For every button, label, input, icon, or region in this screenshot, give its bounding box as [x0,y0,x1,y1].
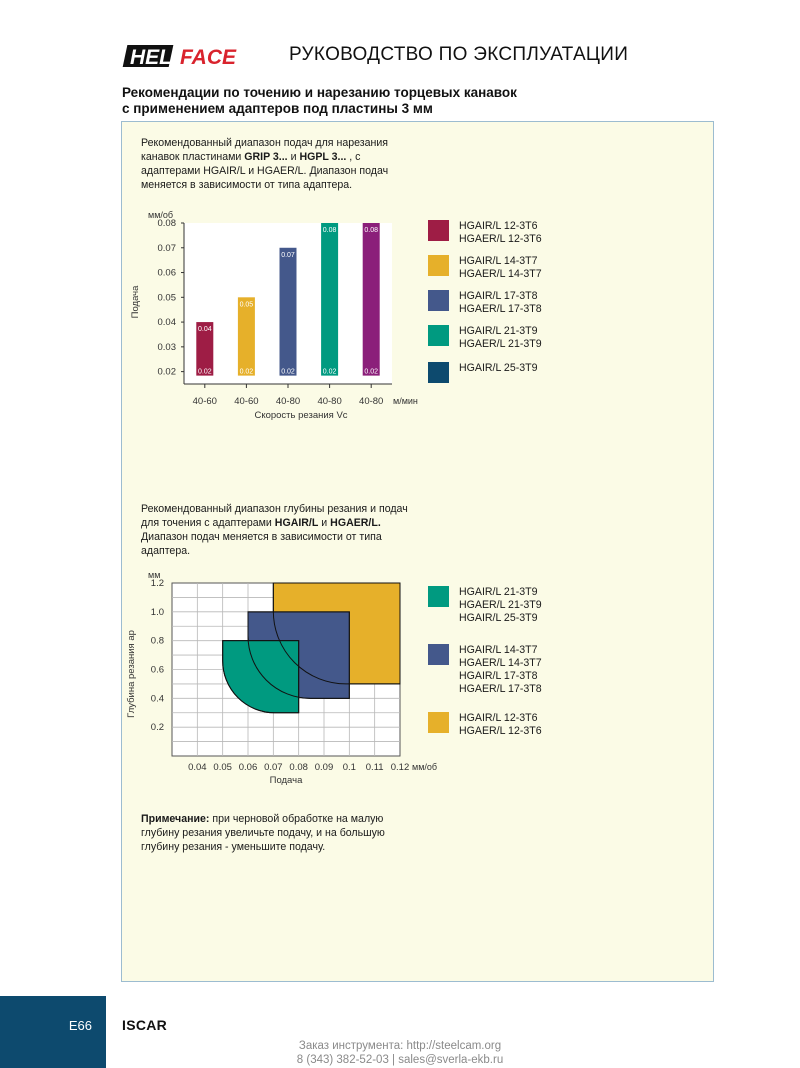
x-tick-label: 40-80 [275,396,301,407]
note-paragraph: Примечание: при черновой обработке на малую глубину резания увеличьте подачу, и на большую глубину резания - уменьшите подачу. [141,813,385,853]
legend-label-line: HGAIR/L 21-3T9 [459,586,538,598]
bar-max-label: 0.08 [322,227,337,234]
y-tick-label: 0.6 [150,664,164,676]
legend-item [428,290,542,316]
legend-item [428,255,542,281]
legend-swatch [428,362,449,383]
y-unit-label: мм/об [148,210,174,220]
header-title: РУКОВОДСТВО ПО ЭКСПЛУАТАЦИИ [289,44,629,65]
y-tick-label: 1.2 [150,578,164,589]
bar-max-label: 0.04 [197,326,212,334]
depth-range-paragraph: Рекомендованный диапазон глубины резания и подач для точения с адаптерами HGAIR/L и HGAER/L. Диапазон подач меняется в зависимости от типа адаптера. [141,503,408,557]
legend-item [428,644,542,696]
legend-swatch [428,644,449,665]
x-tick-label: 40-80 [359,396,384,407]
page-number: E66 [68,1018,92,1033]
legend-item [428,586,542,625]
legend-swatch [428,290,449,311]
x-axis-label: Скорость резания Vc [254,410,348,421]
bar-max-label: 0.08 [364,227,379,234]
x-tick-label: 0.04 [188,762,207,773]
feed-bar [321,223,338,376]
legend-label-line: HGAIR/L 17-3T8 [459,670,538,682]
legend-swatch [428,220,449,241]
y-tick-label: 0.05 [157,292,176,304]
bar-max-label: 0.07 [281,251,295,259]
feed-bar [280,248,297,376]
legend-swatch [428,586,449,607]
feed-bar-chart [122,200,422,440]
bar-min-label: 0.02 [239,368,254,376]
feed-bar [238,297,255,375]
x-tick-label: 40-80 [317,396,342,407]
x-tick-label: 0.12 [390,762,410,773]
legend-label [459,290,542,316]
y-axis-label: Подача [130,285,141,319]
x-tick-label: 40-60 [192,396,217,407]
x-unit-label: мм/об [412,762,438,772]
section-title-line2: с применением адаптеров под пластины 3 мм [122,101,433,116]
legend-swatch [428,325,449,346]
y-tick-label: 0.2 [150,722,164,734]
brand-name: ISCAR [122,1017,168,1033]
feed-bar [363,223,380,376]
bar-min-label: 0.02 [322,368,337,376]
y-unit-label: мм [148,570,161,580]
x-unit-label: м/мин [393,396,418,406]
legend-label [459,325,542,351]
legend-item [428,325,542,351]
legend-label-line: HGAIR/L 12-3T6 [459,220,538,232]
legend-label-line: HGAIR/L 14-3T7 [459,644,538,656]
legend-swatch [428,712,449,733]
legend-label [459,586,542,625]
legend-swatch [428,255,449,276]
legend-label-line: HGAIR/L 21-3T9 [459,325,538,337]
section-title [122,85,517,117]
bar-min-label: 0.02 [197,368,212,376]
x-tick-label: 0.09 [314,762,334,773]
legend-item [428,712,542,738]
legend-label-line: HGAIR/L 17-3T8 [459,290,538,302]
x-tick-label: 0.05 [213,762,232,773]
y-axis-label: Глубина резания ар [126,630,137,718]
y-tick-label: 1.0 [150,606,164,618]
legend-label [459,255,542,281]
legend-label-line: HGAER/L 21-3T9 [459,338,542,350]
legend-label [459,712,542,738]
legend-label-line: HGAIR/L 25-3T9 [459,612,538,624]
y-tick-label: 0.4 [150,693,164,705]
x-tick-label: 0.08 [289,762,308,773]
feed-range-paragraph: Рекомендованный диапазон подач для нарезания канавок пластинами GRIP 3... и HGPL 3... , с адаптерами HGAIR/L и HGAER/L. Диапазон подач меняется в зависимости от типа адаптера. [141,137,389,191]
x-tick-label: 0.11 [365,762,384,773]
order-link-line: Заказ инструмента: http://steelcam.org [298,1040,502,1052]
legend-label-line: HGAER/L 17-3T8 [459,303,542,315]
legend-label [459,644,542,696]
logo-heli: HELI [130,46,178,69]
y-tick-label: 0.04 [157,317,176,329]
legend-label-line: HGAER/L 12-3T6 [459,233,542,245]
bar-min-label: 0.02 [281,368,295,376]
section-title-line1: Рекомендации по точению и нарезанию торцевых канавок [122,85,517,100]
legend-label [459,220,542,246]
x-tick-label: 0.1 [342,762,356,773]
order-contacts-line: 8 (343) 382-52-03 | sales@sverla-ekb.ru [296,1054,504,1066]
depth-feed-chart [122,568,452,788]
y-tick-label: 0.08 [157,218,176,229]
bar-min-label: 0.02 [364,368,379,376]
legend-label [459,362,538,375]
x-tick-label: 0.07 [264,762,283,773]
legend-label-line: HGAIR/L 14-3T7 [459,255,538,267]
y-tick-label: 0.06 [157,267,176,279]
legend-item [428,362,538,383]
legend-label-line: HGAER/L 17-3T8 [459,683,542,695]
legend-label-line: HGAIR/L 25-3T9 [459,362,538,374]
x-tick-label: 0.06 [238,762,258,773]
logo-face: FACE [180,46,237,69]
legend-item [428,220,542,246]
legend-label-line: HGAER/L 14-3T7 [459,268,542,280]
bar-max-label: 0.05 [239,301,254,309]
x-tick-label: 40-60 [234,396,259,407]
y-tick-label: 0.03 [157,341,176,353]
x-axis-label: Подача [269,775,303,786]
y-tick-label: 0.07 [157,242,176,254]
y-tick-label: 0.8 [150,635,164,647]
legend-label-line: HGAIR/L 12-3T6 [459,712,538,724]
heliface-logo [122,42,256,70]
legend-label-line: HGAER/L 21-3T9 [459,599,542,611]
legend-label-line: HGAER/L 12-3T6 [459,725,542,737]
legend-label-line: HGAER/L 14-3T7 [459,657,542,669]
y-tick-label: 0.02 [157,366,176,378]
